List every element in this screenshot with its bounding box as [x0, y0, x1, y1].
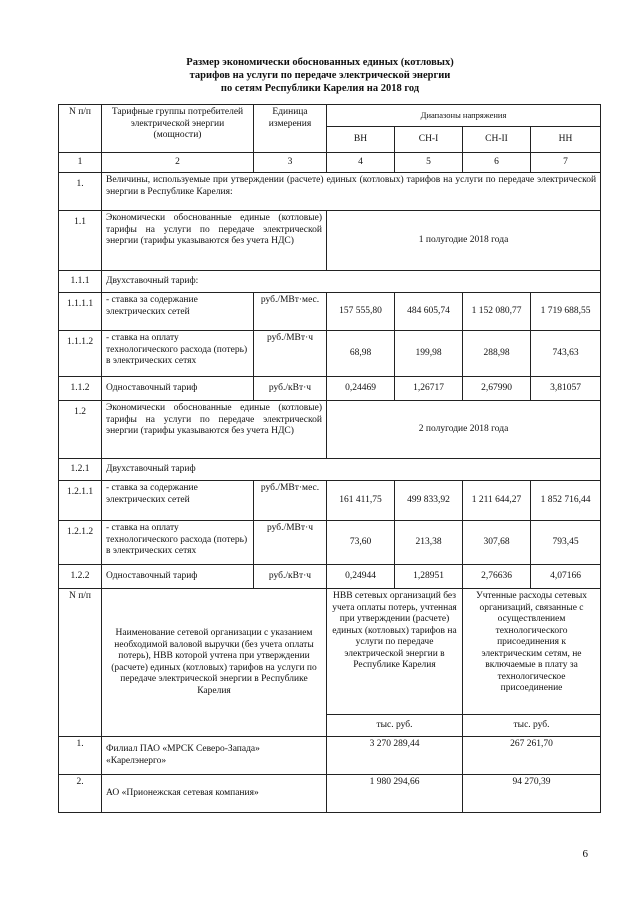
org-name: АО «Прионежская сетевая компания» — [102, 775, 327, 813]
org-name: Филиал ПАО «МРСК Северо-Запада» «Карелэнерго» — [102, 737, 327, 775]
row-text: Двухставочный тариф — [102, 459, 601, 481]
row-unit: руб./МВт·ч — [254, 331, 327, 377]
value-nn: 1 852 716,44 — [531, 481, 601, 521]
value-nn: 1 719 688,55 — [531, 293, 601, 331]
row-unit: руб./кВт·ч — [254, 565, 327, 589]
page-number: 6 — [582, 848, 588, 860]
header-sn2: СН-II — [463, 127, 531, 153]
table-row — [59, 565, 601, 589]
table-row — [59, 377, 601, 401]
row-num: 1.2.1.1 — [59, 481, 102, 521]
value-vn: 161 411,75 — [327, 481, 395, 521]
row-unit: руб./МВт·ч — [254, 521, 327, 565]
title-line-3: по сетям Республики Карелия на 2018 год — [220, 83, 420, 94]
row-text: Величины, используемые при утверждении (расчете) единых (котловых) тарифов на услуги по передаче электрической энергии в Республике Карелия: — [102, 173, 601, 211]
value-sn1: 1,26717 — [395, 377, 463, 401]
value-vn: 73,60 — [327, 521, 395, 565]
table-row — [59, 271, 601, 293]
org-header-num: N п/п — [59, 589, 102, 737]
colnum: 7 — [531, 153, 601, 173]
value-nn: 3,81057 — [531, 377, 601, 401]
table-row — [59, 481, 601, 521]
row-period: 2 полугодие 2018 года — [327, 401, 601, 459]
value-sn2: 307,68 — [463, 521, 531, 565]
org-header-nvv: НВВ сетевых организаций без учета оплаты потерь, учтенная при утверждении (расчете) единых (котловых) тарифов на услуги по передаче электрической энергии в Республике Карелия — [327, 589, 463, 715]
org-nvv: 1 980 294,66 — [327, 775, 463, 813]
header-groups: Тарифные группы потребителей электрической энергии (мощности) — [102, 105, 254, 153]
value-vn: 0,24469 — [327, 377, 395, 401]
value-sn1: 199,98 — [395, 331, 463, 377]
tariff-table — [58, 104, 601, 813]
row-text: - ставка на оплату технологического расхода (потерь) в электрических сетях — [102, 331, 254, 377]
row-num: 1.1.1.2 — [59, 331, 102, 377]
row-text: Одноставочный тариф — [102, 565, 254, 589]
row-num: 1.1.1 — [59, 271, 102, 293]
colnum: 2 — [102, 153, 254, 173]
org-costs: 94 270,39 — [463, 775, 601, 813]
header-vn: ВН — [327, 127, 395, 153]
value-sn2: 288,98 — [463, 331, 531, 377]
row-text: Одноставочный тариф — [102, 377, 254, 401]
row-num: 1.2.1.2 — [59, 521, 102, 565]
title-line-1: Размер экономически обоснованных единых (котловых) — [186, 57, 454, 68]
org-header-costs: Учтенные расходы сетевых организаций, связанные с осуществлением технологического присоединения к электрическим сетям, не включаемые в плату за технологическое присоединение — [463, 589, 601, 715]
colnum: 5 — [395, 153, 463, 173]
value-vn: 157 555,80 — [327, 293, 395, 331]
column-numbers-row — [59, 153, 601, 173]
table-row — [59, 173, 601, 211]
org-num: 1. — [59, 737, 102, 775]
table-row — [59, 293, 601, 331]
row-num: 1.2 — [59, 401, 102, 459]
value-sn2: 2,76636 — [463, 565, 531, 589]
value-nn: 743,63 — [531, 331, 601, 377]
row-num: 1.1.2 — [59, 377, 102, 401]
value-sn2: 2,67990 — [463, 377, 531, 401]
row-unit: руб./МВт·мес. — [254, 481, 327, 521]
row-text: Экономически обоснованные единые (котловые) тарифы на услуги по передаче электрической энергии (тарифы указываются без учета НДС) — [102, 211, 327, 271]
colnum: 3 — [254, 153, 327, 173]
table-row — [59, 737, 601, 775]
header-nn: НН — [531, 127, 601, 153]
org-nvv: 3 270 289,44 — [327, 737, 463, 775]
row-text: Экономически обоснованные единые (котловые) тарифы на услуги по передаче электрической энергии (тарифы указываются без учета НДС) — [102, 401, 327, 459]
table-row — [59, 459, 601, 481]
value-sn1: 213,38 — [395, 521, 463, 565]
row-num: 1.2.2 — [59, 565, 102, 589]
org-num: 2. — [59, 775, 102, 813]
value-vn: 0,24944 — [327, 565, 395, 589]
row-text: - ставка за содержание электрических сетей — [102, 293, 254, 331]
table-row — [59, 775, 601, 813]
value-nn: 4,07166 — [531, 565, 601, 589]
row-num: 1. — [59, 173, 102, 211]
table-row — [59, 211, 601, 271]
row-text: Двухставочный тариф: — [102, 271, 601, 293]
colnum: 4 — [327, 153, 395, 173]
table-header-row — [59, 105, 601, 127]
table-row — [59, 401, 601, 459]
value-sn2: 1 211 644,27 — [463, 481, 531, 521]
header-num: N п/п — [59, 105, 102, 153]
row-period: 1 полугодие 2018 года — [327, 211, 601, 271]
document-title — [0, 56, 640, 95]
table-row — [59, 331, 601, 377]
value-sn1: 499 833,92 — [395, 481, 463, 521]
row-unit: руб./МВт·мес. — [254, 293, 327, 331]
title-line-2: тарифов на услуги по передаче электрической энергии — [189, 70, 451, 81]
header-unit: Единица измерения — [254, 105, 327, 153]
value-vn: 68,98 — [327, 331, 395, 377]
row-text: - ставка за содержание электрических сетей — [102, 481, 254, 521]
table-row — [59, 521, 601, 565]
value-nn: 793,45 — [531, 521, 601, 565]
row-text: - ставка на оплату технологического расхода (потерь) в электрических сетях — [102, 521, 254, 565]
org-header-row — [59, 589, 601, 715]
row-num: 1.2.1 — [59, 459, 102, 481]
value-sn2: 1 152 080,77 — [463, 293, 531, 331]
org-header-name: Наименование сетевой организации с указанием необходимой валовой выручки (без учета оплаты потерь), НВВ которой учтена при утверждении (расчете) единых (котловых) тарифов на услуги по передаче электрической энергии в Республике Карелия — [102, 589, 327, 737]
header-ranges: Диапазоны напряжения — [327, 105, 601, 127]
row-num: 1.1 — [59, 211, 102, 271]
org-unit-costs: тыс. руб. — [463, 715, 601, 737]
value-sn1: 1,28951 — [395, 565, 463, 589]
row-unit: руб./кВт·ч — [254, 377, 327, 401]
colnum: 6 — [463, 153, 531, 173]
header-sn1: СН-I — [395, 127, 463, 153]
colnum: 1 — [59, 153, 102, 173]
org-unit-nvv: тыс. руб. — [327, 715, 463, 737]
org-costs: 267 261,70 — [463, 737, 601, 775]
row-num: 1.1.1.1 — [59, 293, 102, 331]
value-sn1: 484 605,74 — [395, 293, 463, 331]
